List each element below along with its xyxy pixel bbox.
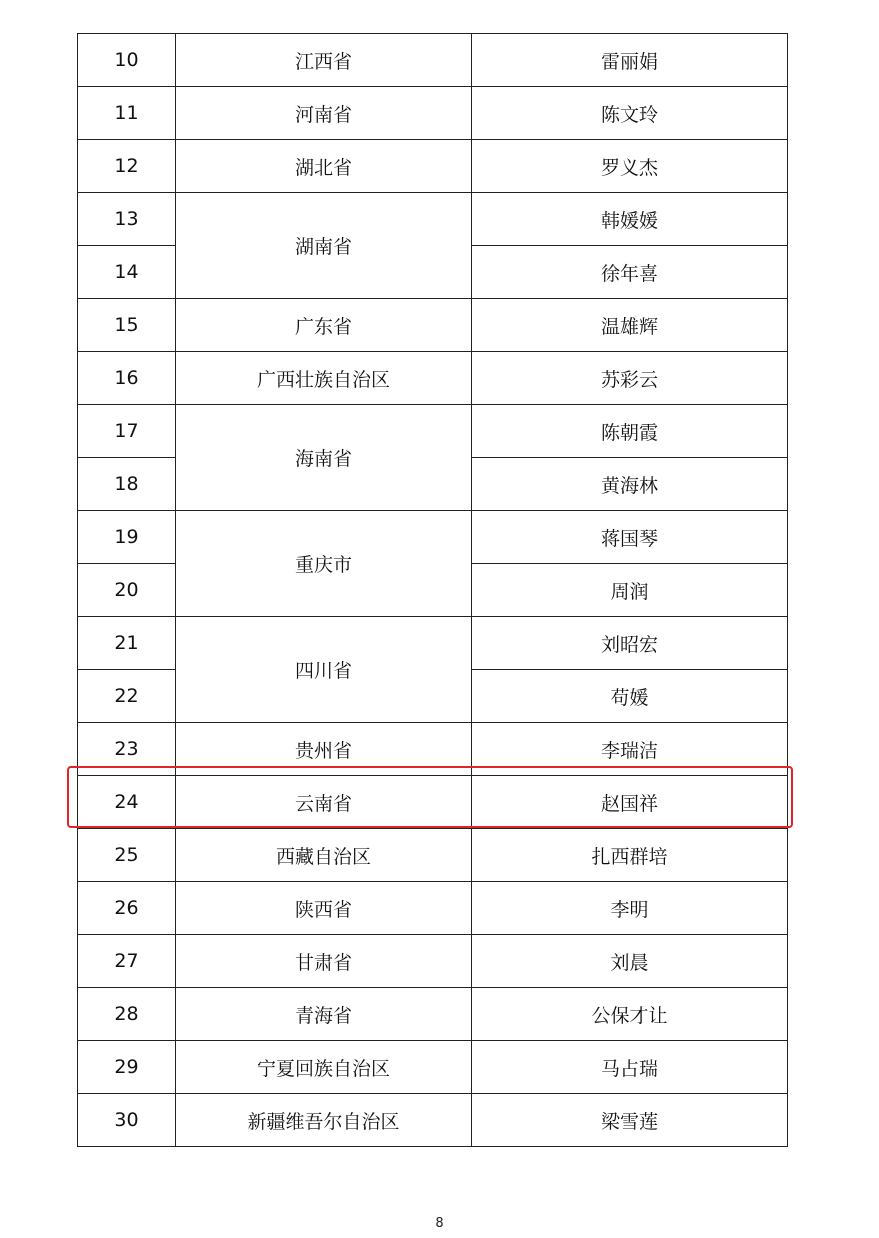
table-row [78,1094,788,1147]
table-row [78,405,788,458]
row-number: 27 [78,935,176,988]
name-cell: 马占瑞 [472,1041,788,1094]
row-number: 14 [78,246,176,299]
row-number: 19 [78,511,176,564]
row-number: 26 [78,882,176,935]
province-cell: 海南省 [176,405,472,511]
name-cell: 苟媛 [472,670,788,723]
name-cell: 刘晨 [472,935,788,988]
row-number: 23 [78,723,176,776]
row-number: 24 [78,776,176,829]
province-cell: 甘肃省 [176,935,472,988]
name-cell: 蒋国琴 [472,511,788,564]
table-row [78,829,788,882]
province-cell: 宁夏回族自治区 [176,1041,472,1094]
table-row [78,511,788,564]
name-cell: 刘昭宏 [472,617,788,670]
row-number: 28 [78,988,176,1041]
name-cell: 苏彩云 [472,352,788,405]
row-number: 21 [78,617,176,670]
table-row [78,935,788,988]
row-number: 16 [78,352,176,405]
name-cell: 陈朝霞 [472,405,788,458]
name-cell: 罗义杰 [472,140,788,193]
province-cell: 四川省 [176,617,472,723]
province-cell: 西藏自治区 [176,829,472,882]
name-cell: 梁雪莲 [472,1094,788,1147]
page-number: 8 [435,1216,444,1231]
row-number: 15 [78,299,176,352]
province-cell: 新疆维吾尔自治区 [176,1094,472,1147]
name-cell: 扎西群培 [472,829,788,882]
table-row [78,140,788,193]
row-number: 11 [78,87,176,140]
name-cell: 周润 [472,564,788,617]
row-number: 13 [78,193,176,246]
table-row [78,299,788,352]
table-row [78,352,788,405]
name-cell: 黄海林 [472,458,788,511]
province-cell: 河南省 [176,87,472,140]
name-cell: 温雄辉 [472,299,788,352]
row-number: 12 [78,140,176,193]
name-cell: 赵国祥 [472,776,788,829]
row-number: 30 [78,1094,176,1147]
row-number: 22 [78,670,176,723]
table-row [78,193,788,246]
name-cell: 雷丽娟 [472,34,788,87]
province-cell: 湖北省 [176,140,472,193]
province-cell: 江西省 [176,34,472,87]
row-number: 17 [78,405,176,458]
row-number: 10 [78,34,176,87]
province-cell: 贵州省 [176,723,472,776]
name-cell: 公保才让 [472,988,788,1041]
table-row [78,34,788,87]
name-cell: 徐年喜 [472,246,788,299]
row-number: 29 [78,1041,176,1094]
row-number: 25 [78,829,176,882]
table-row [78,1041,788,1094]
province-cell: 重庆市 [176,511,472,617]
province-cell: 青海省 [176,988,472,1041]
province-cell: 广东省 [176,299,472,352]
province-cell: 广西壮族自治区 [176,352,472,405]
province-cell: 云南省 [176,776,472,829]
name-cell: 李瑞洁 [472,723,788,776]
table-row [78,723,788,776]
table-row [78,617,788,670]
table-row [78,776,788,829]
name-cell: 陈文玲 [472,87,788,140]
table-row [78,87,788,140]
row-number: 18 [78,458,176,511]
province-cell: 陕西省 [176,882,472,935]
name-cell: 李明 [472,882,788,935]
table-row [78,988,788,1041]
name-cell: 韩媛媛 [472,193,788,246]
row-number: 20 [78,564,176,617]
roster-table-body [78,34,788,1147]
roster-table [77,33,788,1147]
province-cell: 湖南省 [176,193,472,299]
table-row [78,882,788,935]
